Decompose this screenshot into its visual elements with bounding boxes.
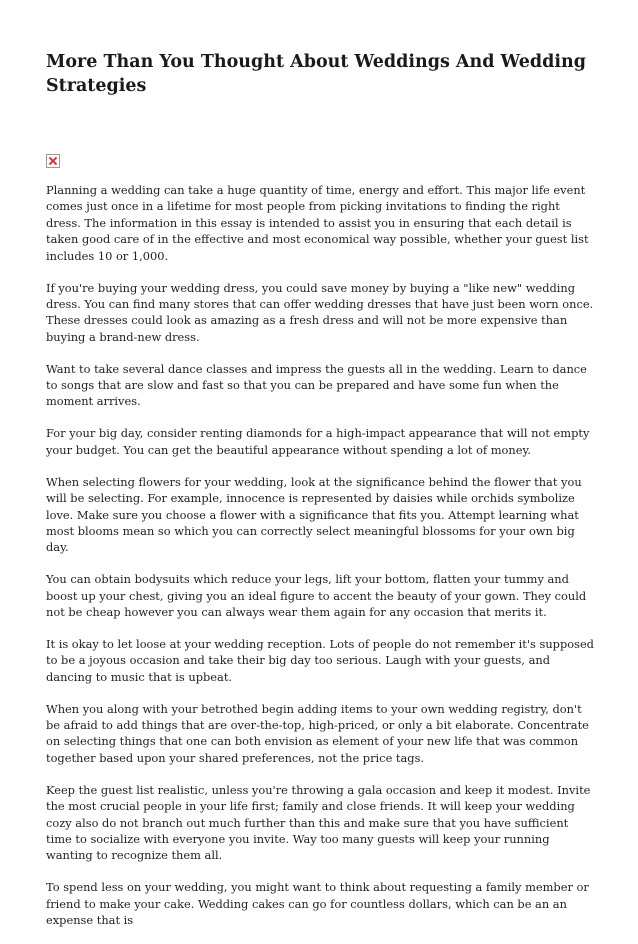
document-title: More Than You Thought About Weddings And Wedding Strategies xyxy=(46,52,586,96)
paragraph-6: You can obtain bodysuits which reduce your legs, lift your bottom, flatten your tummy and boost up your chest, giving you an ideal figure to accent the beauty of your gown. They could not be cheap however you can always wear them again for any occasion that merits it. xyxy=(46,572,587,620)
paragraph-2: If you're buying your wedding dress, you could save money by buying a "like new" wedding dress. You can find many stores that can offer wedding dresses that have just been worn once. These dresses could look as amazing as a fresh dress and will not be more expensive than buying a brand-new dress. xyxy=(46,280,594,344)
document-page xyxy=(46,50,596,944)
paragraph-1: Planning a wedding can take a huge quantity of time, energy and effort. This major life event comes just once in a lifetime for most people from picking invitations to finding the right dress. The information in this essay is intended to assist you in ensuring that each detail is taken good care of in the effective and most economical way possible, whether your guest list includes 10 or 1,000. xyxy=(46,183,589,263)
paragraph-8: When you along with your betrothed begin adding items to your own wedding registry, don't be afraid to add things that are over-the-top, high-priced, or only a bit elaborate. Concentrate on selecting things that one can both envision as element of your new life that was common together based upon your shared preferences, not the price tags. xyxy=(46,701,589,765)
broken-image-icon xyxy=(46,154,60,168)
paragraph-5: When selecting flowers for your wedding, look at the significance behind the flower that you will be selecting. For example, innocence is represented by daisies while orchids symbolize love. Make sure you choose a flower with a significance that fits you. Attempt learning what most blooms mean so which you can correctly select meaningful blossoms for your own big day. xyxy=(46,474,582,555)
paragraph-4: For your big day, consider renting diamonds for a high-impact appearance that will not empty your budget. You can get the beautiful appearance without spending a lot of money. xyxy=(46,426,590,457)
paragraph-7: It is okay to let loose at your wedding reception. Lots of people do not remember it's supposed to be a joyous occasion and take their big day too serious. Laugh with your guests, and dancing to music that is upbeat. xyxy=(46,636,594,684)
article-body xyxy=(46,182,596,929)
paragraph-9: Keep the guest list realistic, unless you're throwing a gala occasion and keep it modest. Invite the most crucial people in your life first; family and close friends. It will keep your wedding cozy also do not branch out much further than this and make sure that you have sufficient time to socialize with everyone you invite. Way too many guests will keep your running wanting to recognize them all. xyxy=(46,782,591,863)
paragraph-10: To spend less on your wedding, you might want to think about requesting a family member or friend to make your cake. Wedding cakes can go for countless dollars, which can be an an expense that is xyxy=(46,880,589,928)
paragraph-3: Want to take several dance classes and impress the guests all in the wedding. Learn to dance to songs that are slow and fast so that you can be prepared and have some fun when the moment arrives. xyxy=(46,361,587,409)
